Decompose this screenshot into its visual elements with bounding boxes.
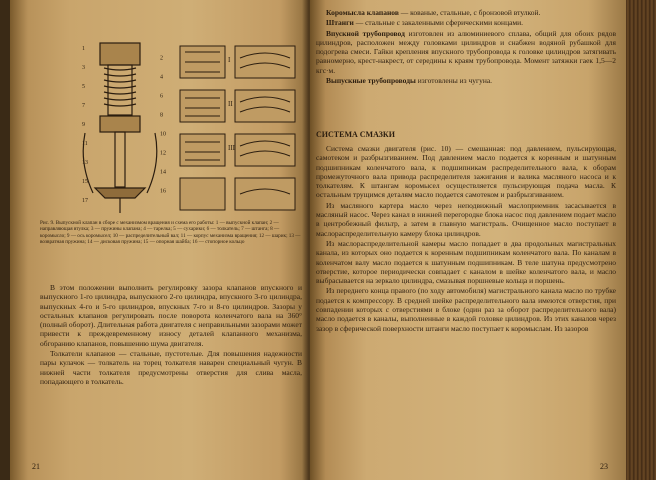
left-body-text [40,283,302,387]
figure-callout-label: 17 [82,198,88,204]
right-page [310,0,626,480]
figure-callout-label: 13 [82,160,88,166]
intro-text: изготовлен из алюминиевого сплава, общий для обоих рядов цилиндров, расположен между головками цилиндров и снабжен водяной рубашкой для подогрева смеси. Гайки крепления впускного трубопровода к головке цилиндров затягивать равномерно, крест-накрест, от середины к краям трубопровода. Момент затяжки гаек 1,5—2 кгс·м. [316,28,616,75]
figure-callout-label: 3 [82,65,85,71]
book-page-edges [626,0,656,480]
figure-callout-label: 10 [160,131,166,138]
right-page-number: 23 [600,462,608,471]
intro-text: — кованые, стальные, с бронзовой втулкой. [398,8,541,17]
left-page [10,0,310,480]
intro-lead: Впускной трубопровод [326,28,405,38]
figure-callout-label: 12 [160,150,166,157]
right-paragraph: Из переднего конца правого (по ходу автомобиля) магистрального канала масло по трубке подается к компрессору. В средней шейке распределительного вала имеются отверстия, при совпадении которых с отверстиями в блоке (один раз за оборот распределительного вала) масло подается в каналы, выполненные в каждой головке цилиндров. Из этих каналов через зазор в сферической поверхности штанги масло поступает к коромыслам. Из зазоров [316,286,616,333]
right-intro-text [316,8,616,86]
figure-callout-label: 2 [160,55,163,62]
intro-paragraph [316,8,616,17]
intro-text: — стальные с закаленными сферическими концами. [353,18,524,28]
figure-callout-label: 8 [160,112,163,119]
figure-caption: Рис. 9. Выпускной клапан в сборе с механизмом вращения и схема его работы: 1 — выпускной клапан; 2 — направляющая втулка; 3 — пружины клапана; 4 — тарелка; 5 — сухарики; 6 — толкатель; 7 — штанга; 8 — коромысло; 9 — ось коромысел; 10 — распределительный вал; 11 — корпус механизма вращения; 12 — шарик; 13 — возвратная пружина; 14 — дисковая пружина; 15 — опорная шайба; 16 — стопорное кольцо [40,220,301,246]
section-heading: СИСТЕМА СМАЗКИ [316,130,395,139]
figure-callout-label: 16 [160,188,166,195]
figure-callout-label: 9 [82,122,85,128]
intro-paragraph [316,76,616,85]
figure-callout-label: 7 [82,103,85,109]
figure-callout-label: 4 [160,74,163,81]
figure-callout-label: 11 [82,141,88,147]
intro-paragraph [316,18,616,27]
figure-callout-label: 14 [160,169,166,176]
valve-mechanism-figure [80,38,305,218]
left-page-number: 21 [32,462,40,471]
figure-section-label: I [228,56,231,64]
intro-text: изготовлены из чугуна. [415,76,493,86]
intro-lead: Выпускные трубопроводы [326,76,416,86]
right-paragraph: Система смазки двигателя (рис. 10) — смешанная: под давлением, пульсирующая, самотеком и разбрызгиванием. Под давлением масло подается к коренным и шатунным подшипникам коленчатого вала, к подшипникам распределительного вала, к оборам промежуточного вала привода распределителя зажигания и валика масляного насоса и к толкателям. К штангам коромысел осуществляется пульсирующая подача масла. К остальным трущимся деталям масло подается самотеком и разбрызгиванием. [316,144,616,200]
figure-callout-label: 15 [82,179,88,185]
right-paragraph: Из масляного картера масло через неподвижный маслоприемник засасывается в масляный насос. Через канал в нижней перегородке блока насос под давлением подает масло в центробежный фильтр, а затем в главную магистраль. Очищенное масло поступает в маслораспределительную камеру блока цилиндров. [316,200,616,238]
left-paragraph: Толкатели клапанов — стальные, пустотелые. Для повышения надежности пары кулачок — толкатель на торец толкателя наварен специальный чугун. В нижней части толкателя предусмотрены отверстия для слива масла, попадающего в толкатель. [40,349,302,386]
figure-callout-label: 5 [82,84,85,90]
intro-paragraph [316,29,616,75]
right-paragraph: Из маслораспределительной камеры масло попадает в два продольных магистральных канала, из которых оно подается к коренным подшипникам коленчатого вала. По каналам в коленчатом валу масло подается к шатунным подшипникам. В теле шатуна предусмотрено отверстие, которое периодически совпадает с каналом в шейке коленчатого вала, и масло выбрасывается на зеркало цилиндра, смазывая поршневые кольца и поршень. [316,238,616,286]
left-paragraph: В этом положении выполнить регулировку зазора клапанов впускного и выпускного 1-го цилиндра, выпускного 2-го цилиндра, впускного 3-го цилиндра, выпускных 4-го и 5-го цилиндров, впускных 7-го и 8-го цилиндров. Зазоры у остальных клапанов регулировать после поворота коленчатого вала на 360° (полный оборот). Длительная работа двигателя с неправильными зазорами может привести к преждевременному износу деталей клапанного механизма, обгоранию клапанов, повышению шума двигателя. [40,283,302,348]
figure-section-label: II [228,100,233,108]
figure-callout-label: 6 [160,93,163,100]
intro-lead: Коромысла клапанов [326,8,399,17]
figure-section-label: III [228,144,235,152]
right-body-text [316,144,616,334]
figure-callout-label: 1 [82,46,85,52]
intro-lead: Штанги [326,18,354,28]
